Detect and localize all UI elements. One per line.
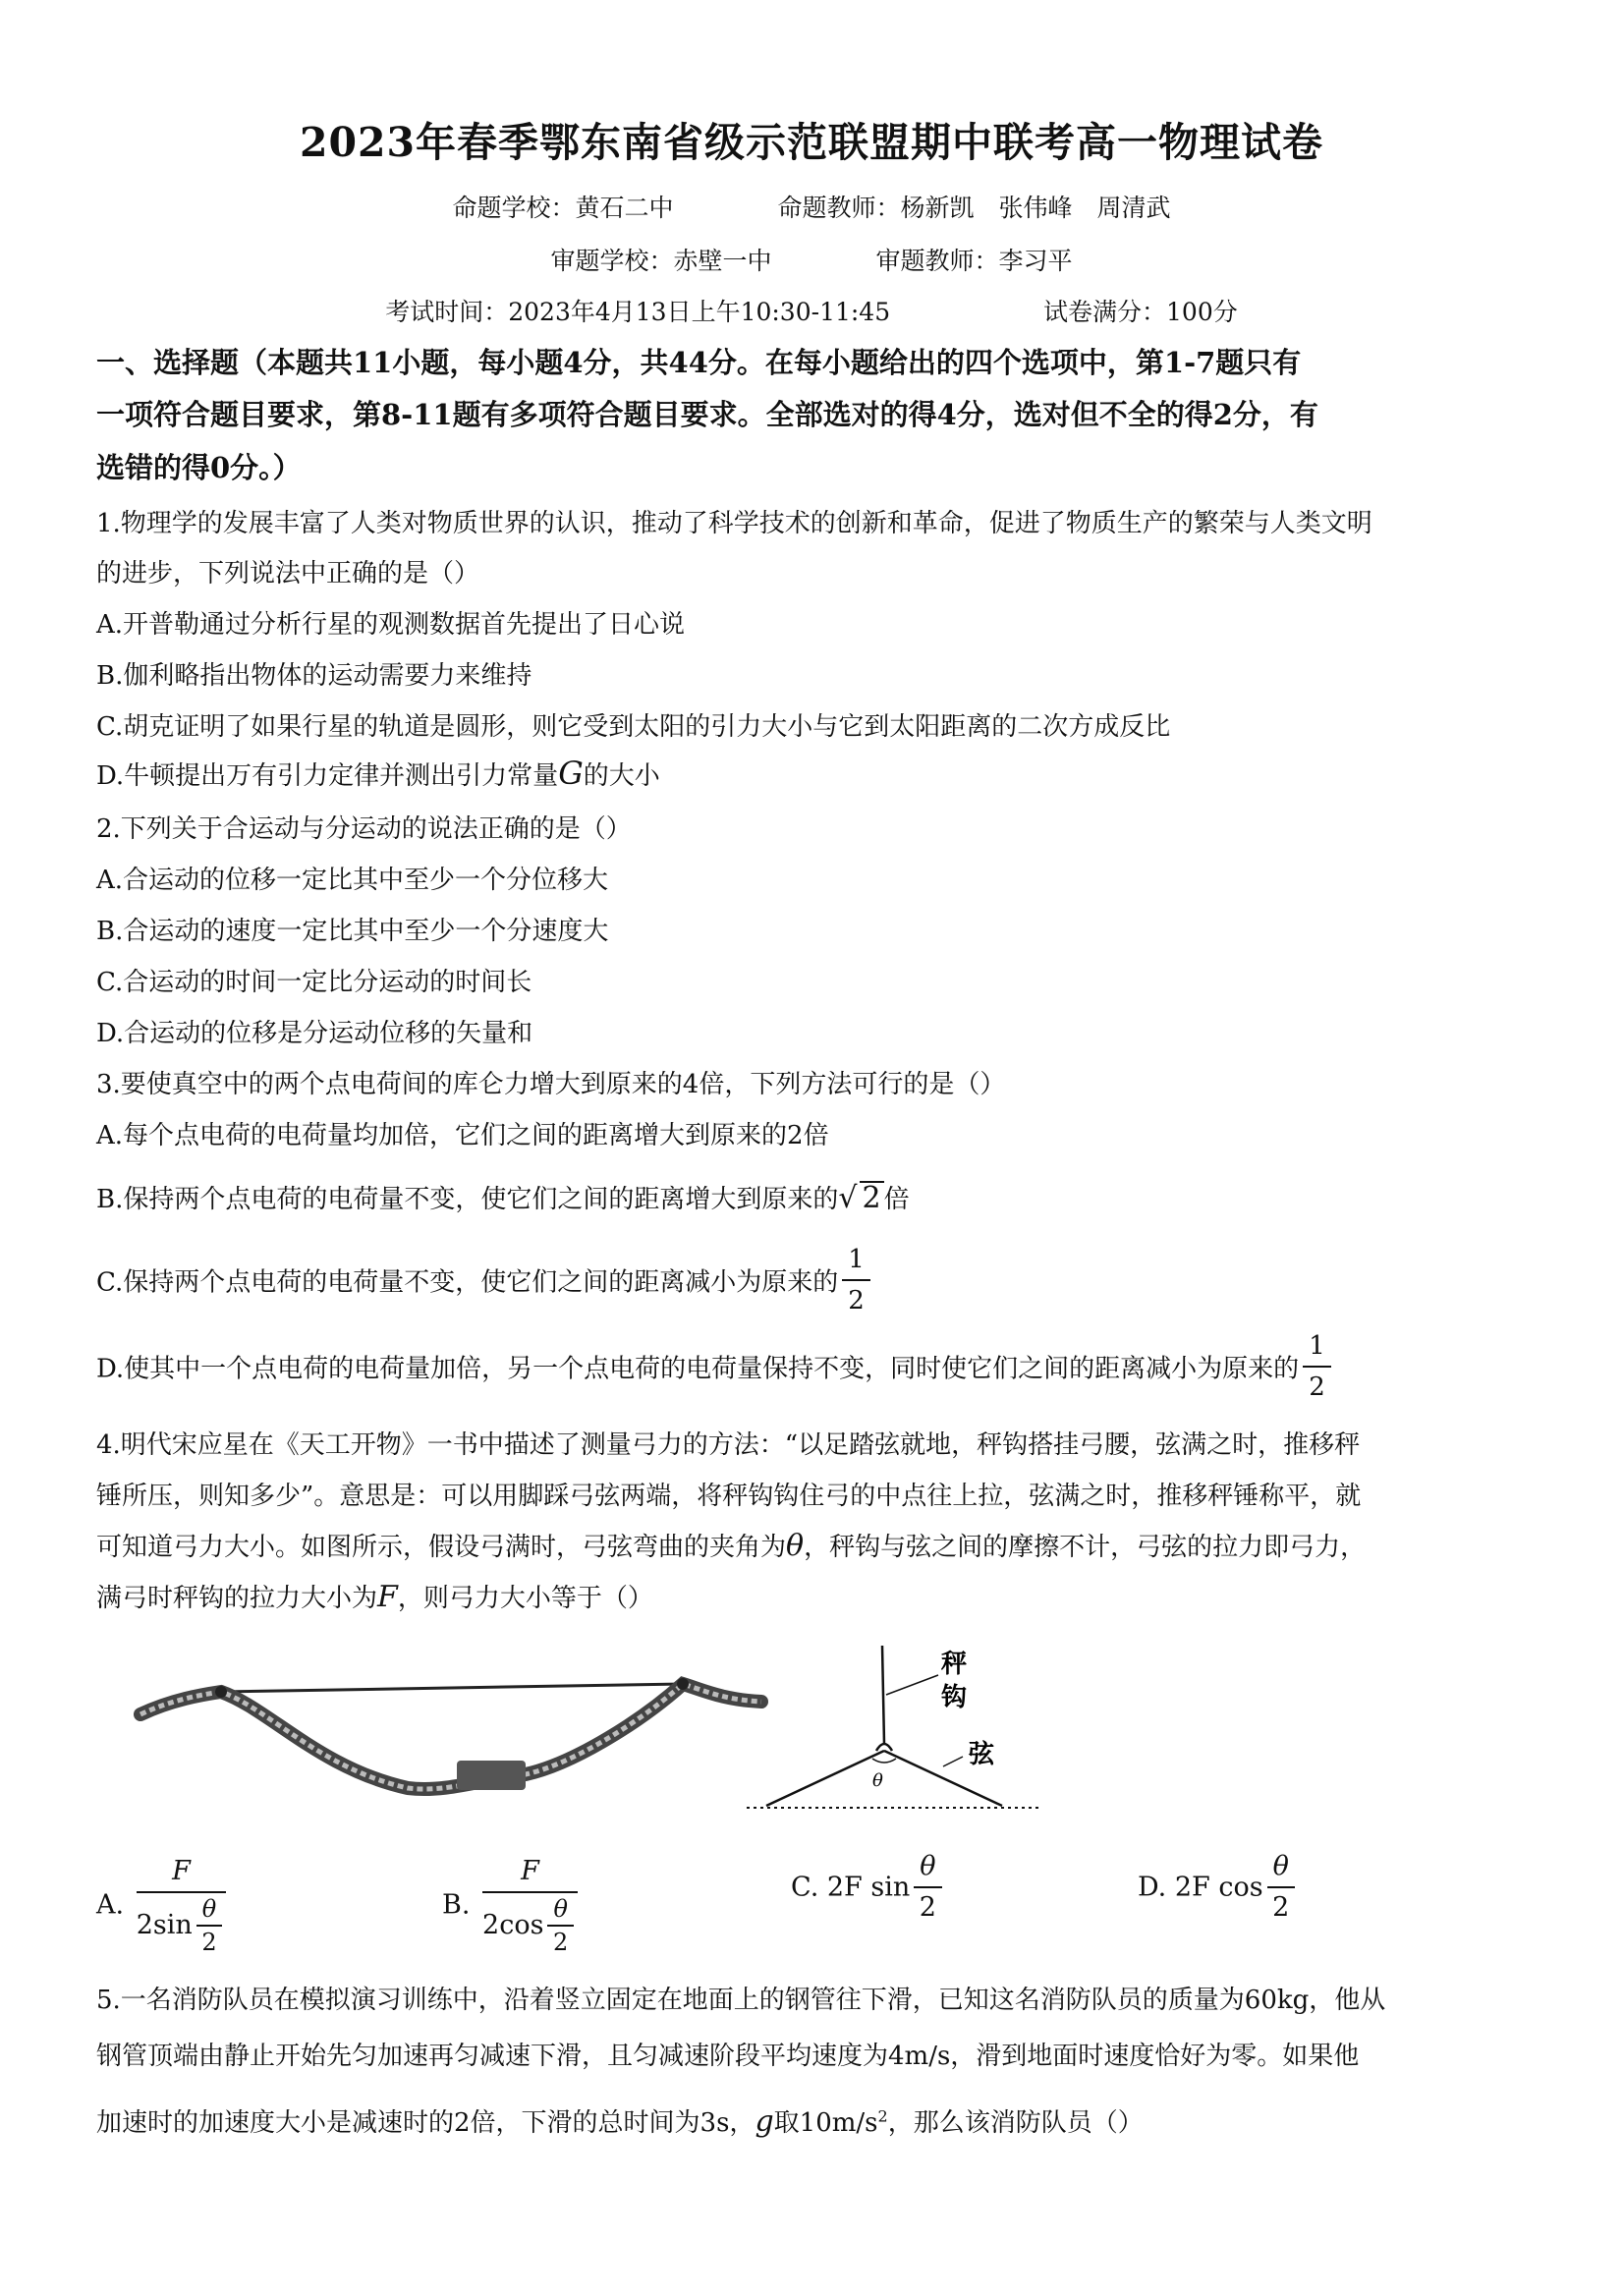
q2-option-a: A.合运动的位移一定比其中至少一个分位移大 [96, 866, 609, 895]
q5-stem-line1: 5.一名消防队员在模拟演习训练中，沿着竖立固定在地面上的钢管往下滑，已知这名消防队员的质量为60kg，他从 [96, 1986, 1386, 2015]
angle-label: θ [872, 1770, 883, 1791]
q3-option-b-tail: 倍 [883, 1185, 910, 1214]
theta-half-fraction [196, 1893, 222, 1958]
q1-option-d-text: D.牛顿提出万有引力定律并测出引力常量 [96, 761, 559, 791]
option-letter: C. [791, 1872, 819, 1903]
q1-option-d-tail: 的大小 [583, 761, 660, 791]
fraction-denominator [137, 1893, 227, 1958]
q5-exponent: 2 [877, 2106, 888, 2126]
two: 2 [919, 1892, 936, 1923]
option-letter: B. [442, 1889, 471, 1921]
q1-option-d [96, 755, 1533, 792]
q4-stem-line4 [96, 1578, 1533, 1614]
q3-stem: 3.要使真空中的两个点电荷间的库仑力增大到原来的4倍，下列方法可行的是（） [96, 1070, 1006, 1099]
q4-stem-line3-tail: ，秤钩与弦之间的摩擦不计，弓弦的拉力即弓力， [804, 1533, 1367, 1562]
q4-option-d [1138, 1847, 1299, 1928]
q4-stem-line3-text: 可知道弓力大小。如图所示，假设弓满时，弓弦弯曲的夹角为 [96, 1533, 787, 1562]
q2-option-d: D.合运动的位移是分运动位移的矢量和 [96, 1019, 533, 1048]
q3-option-a: A.每个点电荷的电荷量均加倍，它们之间的距离增大到原来的2倍 [96, 1121, 829, 1150]
q3-option-d-text: D.使其中一个点电荷的电荷量加倍，另一个点电荷的电荷量保持不变，同时使它们之间的距离减小为原来的 [96, 1354, 1300, 1384]
review-line [0, 242, 1623, 277]
exam-time: 考试时间：2023年4月13日上午10:30-11:45 [385, 298, 891, 326]
q1-option-b: B.伽利略指出物体的运动需要力来维持 [96, 661, 532, 691]
q4-stem-line4-tail: ，则弓力大小等于（） [397, 1584, 653, 1613]
theta-half-fraction [914, 1847, 941, 1928]
q5-gravity-symbol: g [755, 2104, 774, 2139]
q4-option-a [96, 1852, 230, 1958]
hook-string-diagram [737, 1641, 1051, 1818]
bow-illustration [133, 1670, 771, 1837]
q4-stem-line4-text: 满弓时秤钩的拉力大小为 [96, 1584, 378, 1613]
fraction-numerator: 1 [842, 1240, 870, 1281]
q2-option-b: B.合运动的速度一定比其中至少一个分速度大 [96, 917, 609, 946]
denominator-text: 2cos [482, 1910, 544, 1940]
q3-option-d [96, 1326, 1533, 1407]
q3-option-b: B.保持两个点电荷的电荷量不变，使它们之间的距离增大到原来的√ 2 倍 [96, 1181, 910, 1215]
fraction-numerator: 1 [1303, 1326, 1331, 1368]
option-letter: A. [96, 1889, 125, 1921]
section-heading-line3: 选错的得0分。） [96, 451, 302, 484]
q4-theta-symbol: θ [786, 1529, 805, 1563]
q3-option-b-text: B.保持两个点电荷的电荷量不变，使它们之间的距离增大到原来的 [96, 1185, 839, 1214]
two: 2 [553, 1929, 569, 1956]
q5-gravity-value: 取10m/s [773, 2108, 878, 2138]
option-expression: 2F sin [826, 1872, 911, 1903]
full-score: 试卷满分：100分 [1043, 298, 1238, 326]
q3-option-d-fraction [1303, 1326, 1331, 1407]
theta: θ [914, 1847, 941, 1888]
string-label: 弦 [969, 1740, 995, 1768]
q5-stem-line3-tail: ，那么该消防队员（） [887, 2108, 1144, 2138]
q4-option-c [791, 1847, 946, 1928]
q1-stem-line2: 的进步，下列说法中正确的是（） [96, 559, 480, 588]
review-school: 审题学校：赤壁一中 [550, 247, 772, 275]
two: 2 [201, 1929, 217, 1956]
option-expression: 2F cos [1174, 1872, 1263, 1903]
theta: θ [547, 1893, 573, 1927]
q4-option-b-fraction [482, 1852, 578, 1958]
q1-stem-line1: 1.物理学的发展丰富了人类对物质世界的认识，推动了科学技术的创新和革命，促进了物质生产的繁荣与人类文明 [96, 509, 1372, 538]
q5-stem-line2: 钢管顶端由静止开始先匀加速再匀减速下滑，且匀减速阶段平均速度为4m/s，滑到地面时速度恰好为零。如果他 [96, 2042, 1360, 2071]
denominator-text: 2sin [136, 1910, 193, 1940]
option-letter: D. [1138, 1872, 1167, 1903]
q1-gravitational-constant: G [558, 755, 584, 792]
q4-option-a-fraction [137, 1852, 227, 1958]
section-heading-line1: 一、选择题（本题共11小题，每小题4分，共44分。在每小题给出的四个选项中，第1-7题只有 [96, 346, 1302, 379]
theta-half-fraction [547, 1893, 573, 1958]
review-teacher: 审题教师：李习平 [875, 247, 1073, 275]
fraction-denominator [482, 1893, 578, 1958]
two: 2 [1272, 1892, 1290, 1923]
q2-stem: 2.下列关于合运动与分运动的说法正确的是（） [96, 814, 632, 844]
section-heading-line2: 一项符合题目要求，第8-11题有多项符合题目要求。全部选对的得4分，选对但不全的得2分，有 [96, 398, 1318, 431]
q5-stem-line3-text: 加速时的加速度大小是减速时的2倍，下滑的总时间为3s， [96, 2108, 756, 2138]
theta: θ [196, 1893, 222, 1927]
author-teachers: 命题教师：杨新凯 张伟峰 周清武 [777, 194, 1171, 222]
q4-option-b [442, 1852, 582, 1958]
theta-half-fraction [1267, 1847, 1295, 1928]
q4-force-symbol: F [377, 1580, 398, 1614]
fraction-numerator: F [137, 1852, 227, 1893]
fraction-denominator: 2 [1309, 1372, 1325, 1402]
q3-option-c-text: C.保持两个点电荷的电荷量不变，使它们之间的距离减小为原来的 [96, 1267, 839, 1298]
q3-option-c [96, 1240, 1533, 1320]
author-line [0, 189, 1623, 224]
q1-option-a: A.开普勒通过分析行星的观测数据首先提出了日心说 [96, 610, 686, 640]
exam-title: 2023年春季鄂东南省级示范联盟期中联考高一物理试卷 [299, 119, 1324, 166]
q4-stem-line2: 锤所压，则知多少”。意思是：可以用脚踩弓弦两端，将秤钩钩住弓的中点往上拉，弦满之时，推移秤锤称平，就 [96, 1482, 1362, 1511]
q4-stem-line1: 4.明代宋应星在《天工开物》一书中描述了测量弓力的方法：“以足踏弦就地，秤钩搭挂弓腰，弦满之时，推移秤 [96, 1430, 1361, 1460]
hook-label-bottom: 钩 [941, 1683, 968, 1711]
q2-option-c: C.合运动的时间一定比分运动的时间长 [96, 968, 532, 997]
q4-stem-line3 [96, 1527, 1533, 1563]
q3-sqrt-value: 2 [860, 1181, 884, 1214]
q1-option-c: C.胡克证明了如果行星的轨道是圆形，则它受到太阳的引力大小与它到太阳距离的二次方成反比 [96, 712, 1171, 742]
hook-label-top: 秤 [941, 1650, 968, 1678]
theta: θ [1267, 1847, 1295, 1888]
q5-stem-line3 [96, 2102, 1533, 2139]
exam-info-line [0, 293, 1623, 328]
fraction-denominator: 2 [848, 1286, 865, 1316]
fraction-numerator: F [482, 1852, 578, 1893]
q3-option-c-fraction [842, 1240, 870, 1320]
author-school: 命题学校：黄石二中 [452, 194, 674, 222]
